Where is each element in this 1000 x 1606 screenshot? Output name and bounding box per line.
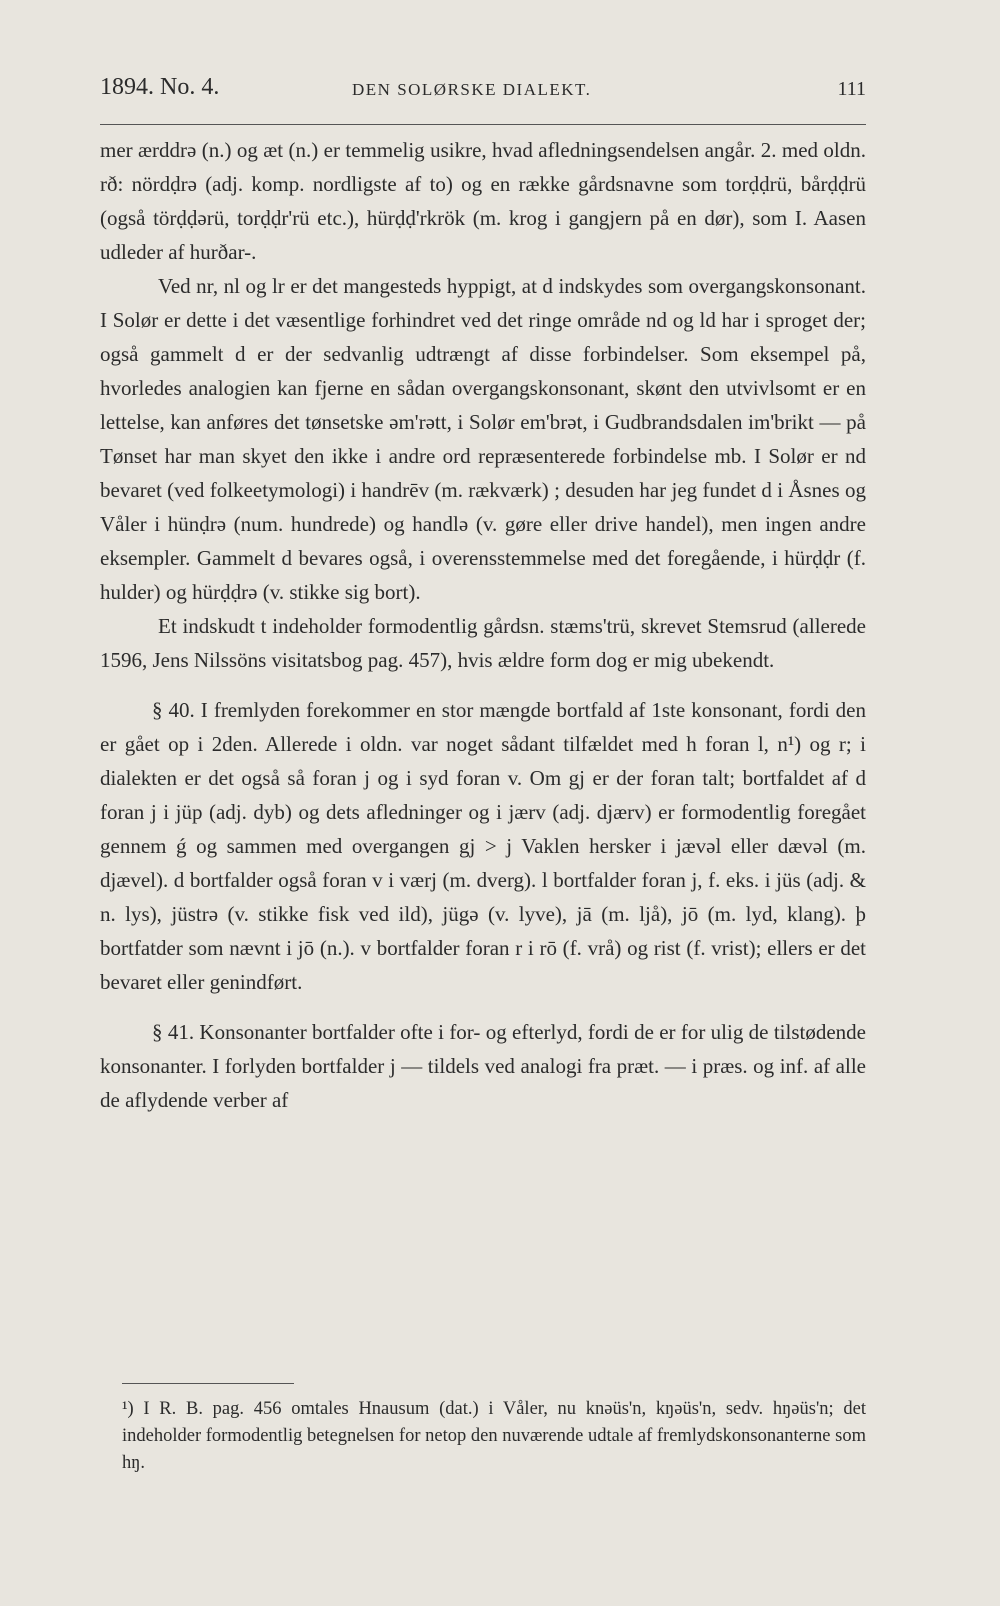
running-header	[100, 74, 866, 106]
paragraph: Ved nr, nl og lr er det mangesteds hyppigt, at d indskydes som overgangskonsonant. I Solør er dette i det væsentlige forhindret ved det ringe område nd og ld har i sproget der; også gammelt d er der sedvanlig udtrængt af disse forbindelser. Som eksempel på, hvorledes analogien kan fjerne en sådan overgangskonsonant, skønt den utvivlsomt er en lettelse, kan anføres det tønsetske əm'rətt, i Solør em'brət, i Gudbrandsdalen im'brikt — på Tønset har man skyet den ikke i andre ord repræsenterede forbindelse mb. I Solør er nd bevaret (ved folkeetymologi) i handrēv (m. rækværk) ; desuden har jeg fundet d i Åsnes og Våler i hünḍrə (num. hundrede) og handlə (v. gøre eller drive handel), men ingen andre eksempler. Gammelt d bevares også, i overensstemmelse med det foregående, i hürḍḍr (f. hulder) og hürḍḍrə (v. stikke sig bort).	[100, 274, 866, 604]
header-volume: 1894. No. 4.	[100, 74, 220, 100]
footnote-rule	[122, 1383, 294, 1384]
footnote	[122, 1396, 866, 1477]
section-40: § 40. I fremlyden forekommer en stor mængde bortfald af 1ste konsonant, fordi den er gået op i 2den. Allerede i oldn. var noget sådant tilfældet med h foran l, n¹) og r; i dialekten er det også så foran j og i syd foran v. Om gj er der foran talt; bortfaldet af d foran j i jüp (adj. dyb) og dets afledninger og i jærv (adj. djærv) er formodentlig foregået gennem ǵ og sammen med overgangen gj > j Vaklen hersker i jævəl eller dævəl (m. djævel). d bortfalder også foran v i værj (m. dverg). l bortfalder foran j, f. eks. i jüs (adj. & n. lys), jüstrə (v. stikke fisk ved ild), jügə (v. lyve), jā (m. ljå), jō (m. lyd, klang). þ bortfatder som nævnt i jō (n.). v bortfalder foran r i rō (f. vrå) og rist (f. vrist); ellers er det bevaret eller genindført.	[100, 698, 866, 994]
header-title: DEN SOLØRSKE DIALEKT.	[352, 80, 592, 99]
footnote-text: ¹) I R. B. pag. 456 omtales Hnausum (dat.) i Våler, nu knəüs'n, kŋəüs'n, sedv. hŋəüs'n; det indeholder formodentlig betegnelsen for netop den nuværende udtale af fremlydskonsonanterne som hŋ.	[122, 1399, 866, 1473]
main-text	[100, 133, 866, 1117]
page-number: 111	[837, 78, 866, 100]
paragraph: Et indskudt t indeholder formodentlig gårdsn. stæms'trü, skrevet Stemsrud (allerede 1596, Jens Nilssöns visitatsbog pag. 457), hvis ældre form dog er mig ubekendt.	[100, 614, 866, 672]
header-rule	[100, 124, 866, 125]
paragraph: mer ærddrə (n.) og æt (n.) er temmelig usikre, hvad afledningsendelsen angår. 2. med oldn. rð: nördḍrə (adj. komp. nordligste af to) og en række gårdsnavne som torḍḍrü, bårḍḍrü (også törḍḍərü, torḍḍr'rü etc.), hürḍḍ'rkrök (m. krog i gangjern på en dør), som I. Aasen udleder af hurðar-.	[100, 138, 866, 264]
section-41: § 41. Konsonanter bortfalder ofte i for- og efterlyd, fordi de er for ulig de tilstødende konsonanter. I forlyden bortfalder j — tildels ved analogi fra præt. — i præs. og inf. af alle de aflydende verber af	[100, 1020, 866, 1112]
